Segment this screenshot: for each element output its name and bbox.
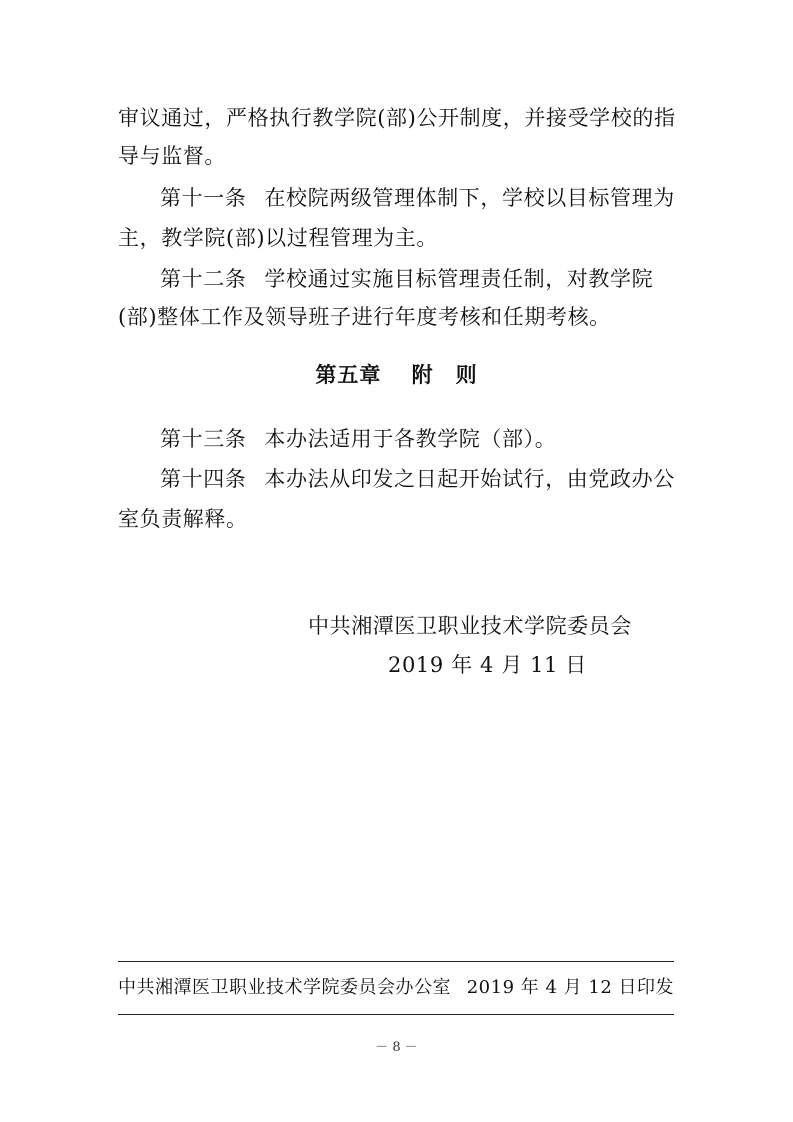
body-line-9: 室负责解释。 [118, 507, 248, 531]
signature-date: 2019 年 4 月 11 日 [388, 653, 587, 677]
article-13 [160, 424, 720, 454]
article-14 [160, 464, 720, 494]
footer-issuer: 中共湘潭医卫职业技术学院委员会办公室 [118, 977, 451, 998]
article-14-text: 本办法从印发之日起开始试行，由党政办公 [264, 467, 675, 491]
chapter-heading: 第五章 附 则 [315, 363, 478, 387]
article-13-label: 第十三条 [160, 427, 247, 451]
page-number: － 8 － [375, 1040, 418, 1055]
footer-rule-top [118, 961, 674, 962]
footer-issue-date: 2019 年 4 月 12 日印发 [466, 977, 674, 998]
article-14-label: 第十四条 [160, 467, 247, 491]
article-11-text: 在校院两级管理体制下，学校以目标管理为 [264, 186, 675, 210]
article-12-text: 学校通过实施目标管理责任制，对教学院 [264, 267, 654, 291]
article-11 [160, 183, 720, 213]
footer-rule-bottom [118, 1014, 674, 1015]
article-13-text: 本办法适用于各教学院（部）。 [264, 427, 557, 451]
body-line-6: (部)整体工作及领导班子进行年度考核和任期考核。 [118, 305, 611, 329]
issuance-footer [118, 974, 674, 1002]
article-11-label: 第十一条 [160, 186, 247, 210]
article-12 [160, 264, 720, 294]
article-12-label: 第十二条 [160, 267, 247, 291]
body-line-4: 主，教学院(部)以过程管理为主。 [118, 226, 438, 250]
body-line-2: 导与监督。 [118, 144, 226, 168]
signature-organization: 中共湘潭医卫职业技术学院委员会 [308, 614, 632, 638]
body-line-1: 审议通过，严格执行教学院(部)公开制度，并接受学校的指 [118, 106, 676, 130]
